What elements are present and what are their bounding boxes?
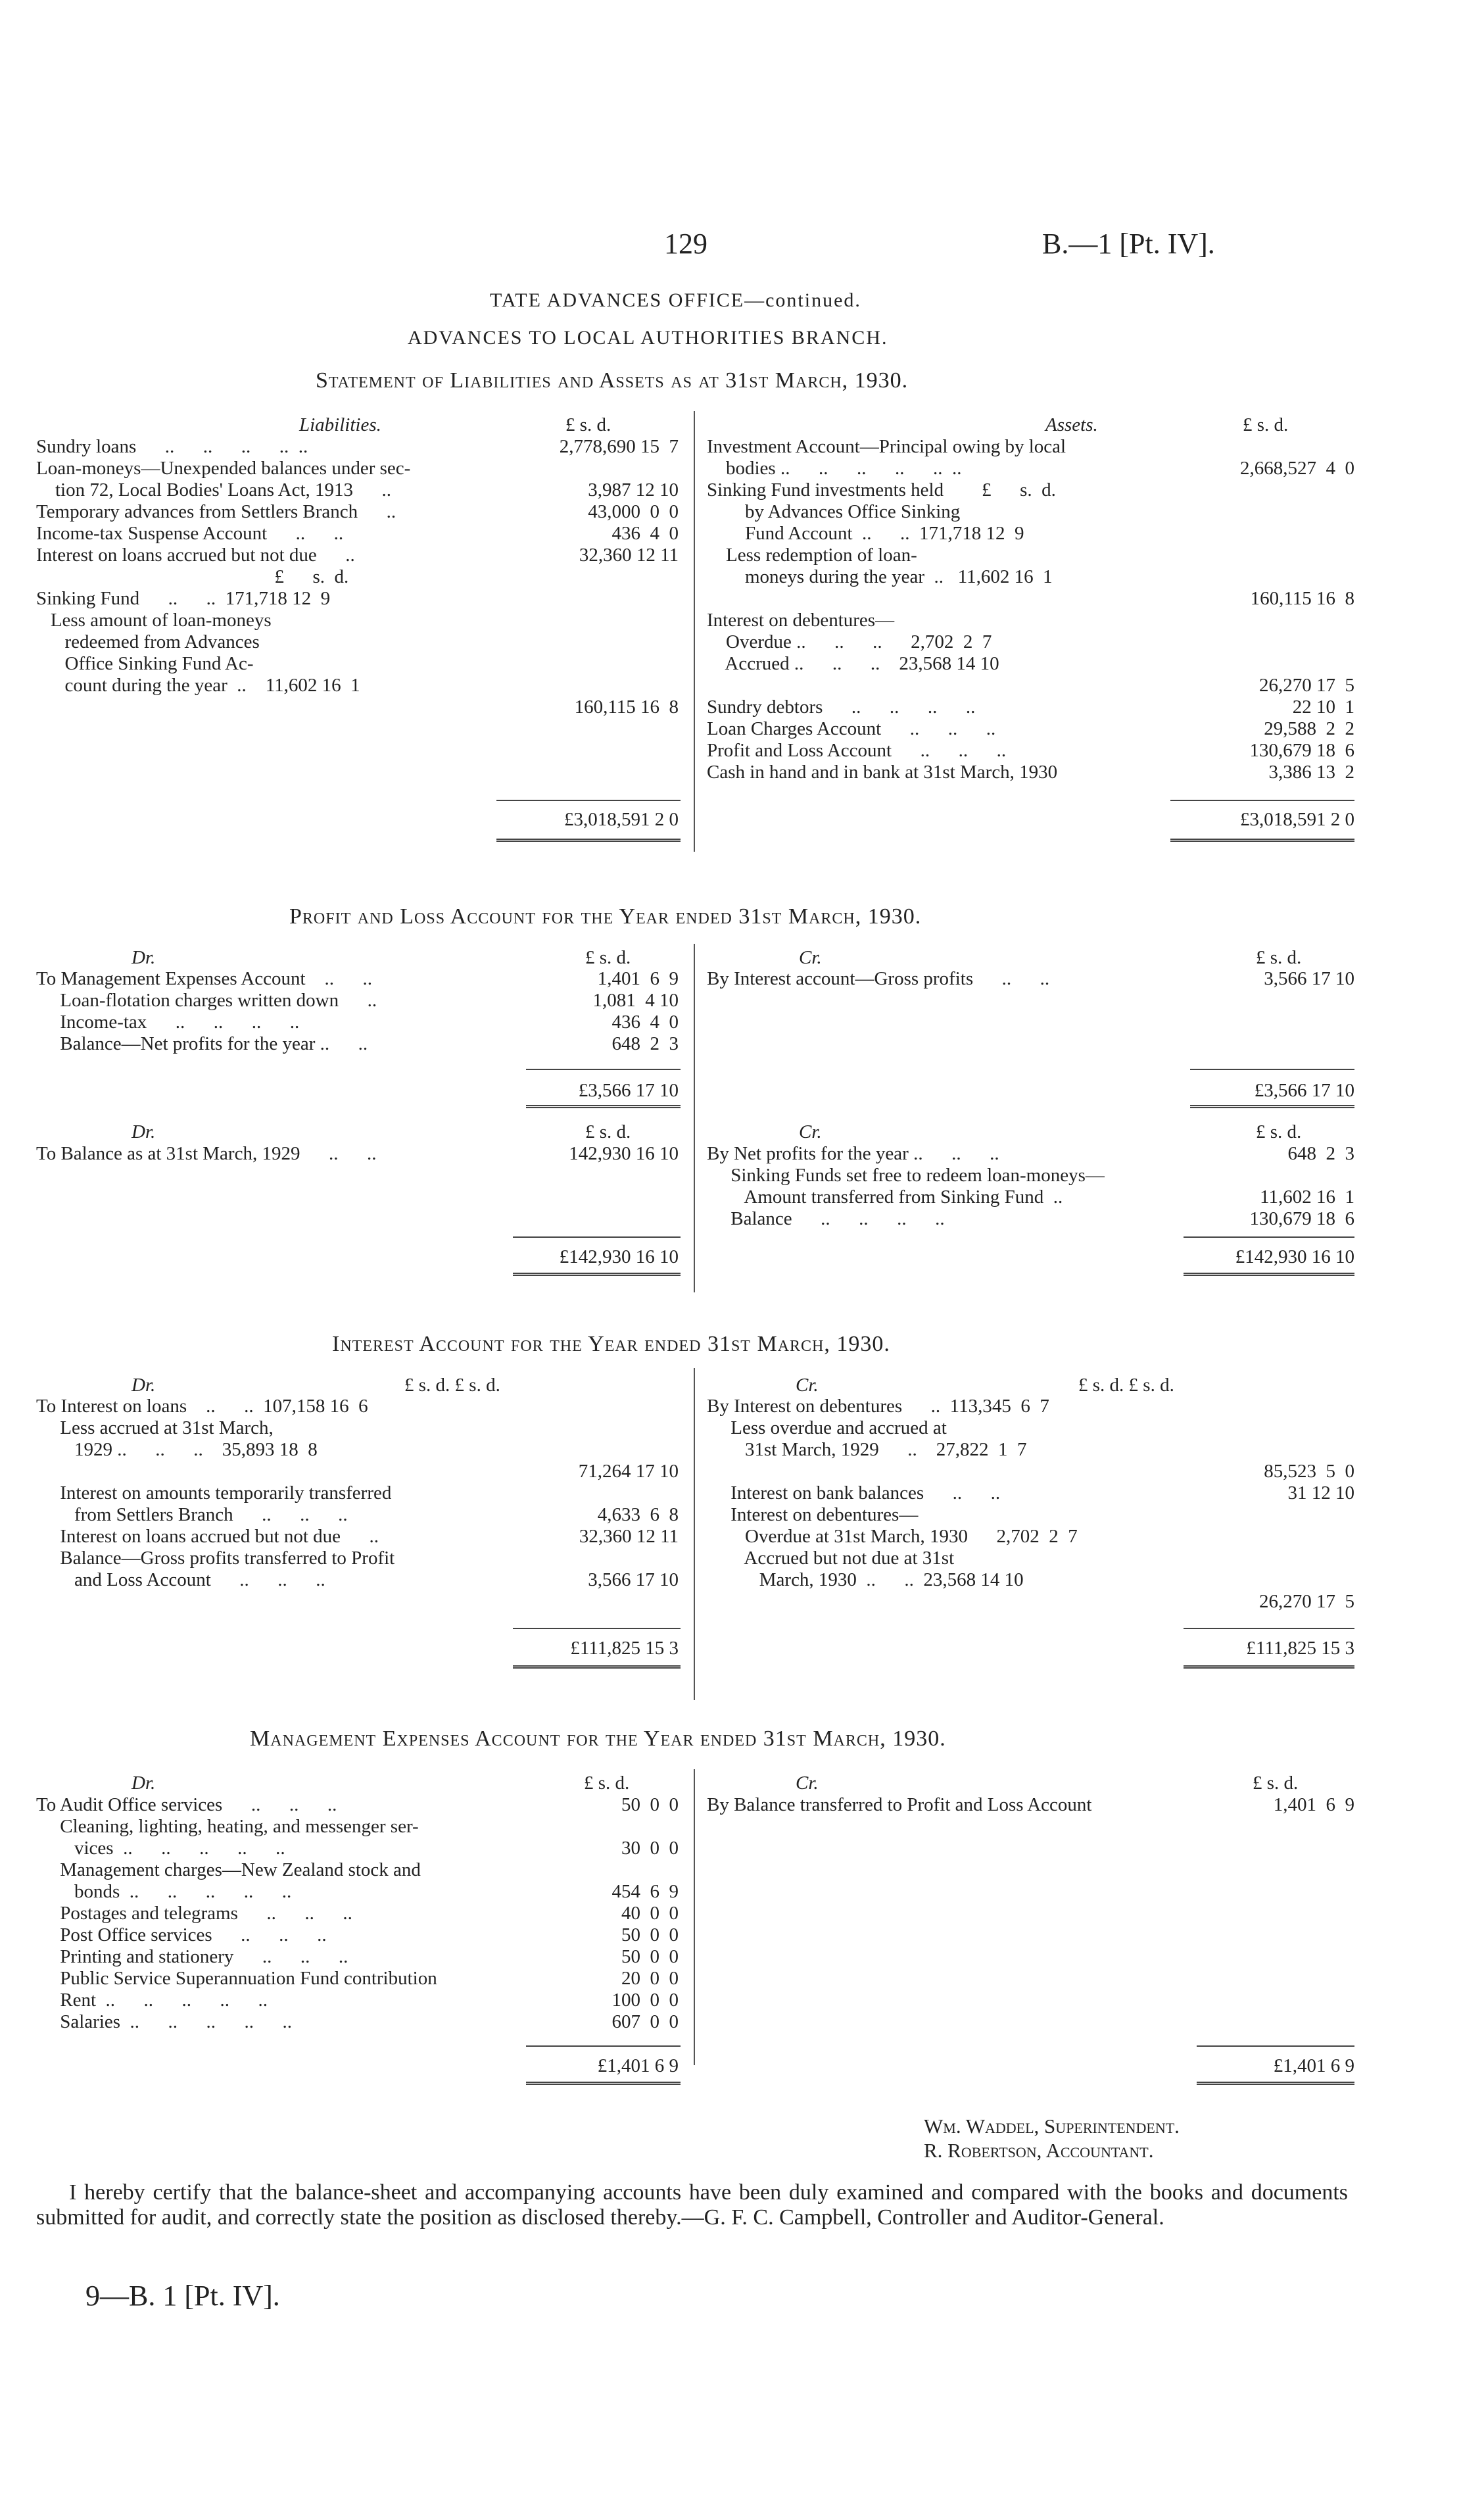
pl2-dr-columns: £ s. d. [585, 1121, 631, 1142]
ledger-entry-amount: 1,081 4 10 [592, 990, 679, 1011]
ledger-entry-amount: 26,270 17 5 [1259, 1591, 1354, 1612]
audit-certificate: I hereby certify that the balance-sheet and accompanying accounts have been duly examined and compared with the books and documents submitted for audit, and correctly state the position as disclosed thereby.—G. F. C. Campbell, Controller and Auditor-General. [36, 2180, 1348, 2230]
ledger-entry-text: To Balance as at 31st March, 1929 .. .. [36, 1143, 377, 1164]
ledger-entry-amount: 130,679 18 6 [1249, 740, 1354, 761]
ledger-entry-text: Accrued but not due at 31st [707, 1548, 955, 1569]
pl2-dr-header: Dr. [132, 1121, 156, 1142]
ledger-entry-text: bonds .. .. .. .. .. [36, 1881, 292, 1902]
ledger-entry-amount: 22 10 1 [1292, 697, 1354, 718]
double-rule [496, 839, 681, 842]
profit-loss-title: Profit and Loss Account for the Year ended 31st March, 1930. [289, 904, 922, 929]
int-dr-header: Dr. [132, 1375, 156, 1396]
ledger-entry-amount: 3,386 13 2 [1268, 762, 1354, 783]
double-rule [1190, 1105, 1354, 1108]
mgmt-dr-header: Dr. [132, 1773, 156, 1794]
double-rule [1184, 1273, 1354, 1276]
ledger-entry-text: Balance—Gross profits transferred to Profit [36, 1548, 395, 1569]
int-cr-header: Cr. [796, 1375, 819, 1396]
ledger-entry-amount: 454 6 9 [611, 1881, 679, 1902]
ledger-entry-amount: 43,000 0 0 [588, 501, 679, 522]
liabilities-header: Liabilities. [299, 414, 381, 435]
rule [1184, 1628, 1354, 1629]
ledger-entry-amount: 11,602 16 1 [1260, 1186, 1354, 1208]
branch-title: ADVANCES TO LOCAL AUTHORITIES BRANCH. [408, 327, 888, 349]
ledger-entry-text: bodies .. .. .. .. .. .. [707, 458, 962, 479]
ledger-entry-amount: 3,566 17 10 [1264, 968, 1354, 989]
ledger-entry-text: Rent .. .. .. .. .. [36, 1990, 268, 2011]
column-divider [694, 944, 695, 1292]
rule [1197, 2045, 1354, 2047]
rule [513, 1628, 681, 1629]
ledger-entry-amount: 50 0 0 [621, 1924, 679, 1945]
page-number: 129 [664, 228, 707, 260]
ledger-entry-text: 1929 .. .. .. 35,893 18 8 [36, 1439, 318, 1460]
ledger-entry-text: vices .. .. .. .. .. [36, 1838, 285, 1859]
ledger-entry-text: By Balance transferred to Profit and Loss Account [707, 1794, 1092, 1815]
assets-total: £3,018,591 2 0 [1240, 809, 1354, 830]
ledger-entry-text: Interest on loans accrued but not due .. [36, 545, 355, 566]
document-reference: B.—1 [Pt. IV]. [1042, 228, 1215, 260]
ledger-entry-amount: 2,668,527 4 0 [1240, 458, 1354, 479]
assets-header: Assets. [1045, 414, 1098, 435]
pl-dr-columns: £ s. d. [585, 947, 631, 968]
rule [526, 1069, 681, 1070]
ledger-entry-amount: 160,115 16 8 [574, 697, 679, 718]
ledger-entry-text: 31st March, 1929 .. 27,822 1 7 [707, 1439, 1027, 1460]
ledger-entry-text: Income-tax Suspense Account .. .. [36, 523, 344, 544]
ledger-entry-amount: 32,360 12 11 [579, 1526, 679, 1547]
rule [1170, 800, 1354, 801]
ledger-entry-amount: 3,987 12 10 [588, 479, 679, 501]
ledger-entry-text: Overdue at 31st March, 1930 2,702 2 7 [707, 1526, 1078, 1547]
footer-reference: 9—B. 1 [Pt. IV]. [85, 2280, 280, 2312]
ledger-entry-text: Sundry loans .. .. .. .. .. [36, 436, 308, 457]
rule [496, 800, 681, 801]
ledger-entry-text: tion 72, Local Bodies' Loans Act, 1913 .. [36, 479, 392, 501]
pl2-cr-total: £142,930 16 10 [1235, 1246, 1354, 1267]
rule [526, 2045, 681, 2047]
ledger-entry-text: Overdue .. .. .. 2,702 2 7 [707, 631, 992, 652]
ledger-entry-text: redeemed from Advances [36, 631, 260, 652]
double-rule [513, 1273, 681, 1276]
ledger-entry-amount: 71,264 17 10 [578, 1461, 679, 1482]
mgmt-dr-total: £1,401 6 9 [597, 2055, 679, 2076]
rule [1184, 1236, 1354, 1238]
ledger-entry-text: By Net profits for the year .. .. .. [707, 1143, 999, 1164]
ledger-entry-amount: 32,360 12 11 [579, 545, 679, 566]
ledger-entry-amount: 607 0 0 [611, 2011, 679, 2032]
ledger-entry-text: Loan-flotation charges written down .. [36, 990, 377, 1011]
ledger-entry-text: By Interest account—Gross profits .. .. [707, 968, 1050, 989]
ledger-entry-text: Post Office services .. .. .. [36, 1924, 327, 1945]
pl-dr-header: Dr. [132, 947, 156, 968]
liabilities-total: £3,018,591 2 0 [564, 809, 679, 830]
pl-cr-header: Cr. [799, 947, 822, 968]
ledger-entry-amount: 648 2 3 [611, 1033, 679, 1054]
ledger-entry-text: Cleaning, lighting, heating, and messenger ser- [36, 1816, 419, 1837]
ledger-entry-text: Less accrued at 31st March, [36, 1417, 274, 1438]
ledger-entry-text: Postages and telegrams .. .. .. [36, 1903, 352, 1924]
ledger-entry-text: Office Sinking Fund Ac- [36, 653, 254, 674]
assets-columns: £ s. d. [1243, 414, 1289, 435]
ledger-entry-text: Salaries .. .. .. .. .. [36, 2011, 293, 2032]
double-rule [526, 2082, 681, 2085]
ledger-entry-text: By Interest on debentures .. 113,345 6 7 [707, 1396, 1049, 1417]
ledger-entry-amount: 1,401 6 9 [597, 968, 679, 989]
ledger-entry-text: Balance .. .. .. .. [707, 1208, 945, 1229]
ledger-entry-text: Fund Account .. .. 171,718 12 9 [707, 523, 1024, 544]
ledger-entry-text: £ s. d. [36, 566, 349, 587]
ledger-entry-amount: 50 0 0 [621, 1946, 679, 1967]
ledger-entry-text: To Audit Office services .. .. .. [36, 1794, 337, 1815]
ledger-entry-text: count during the year .. 11,602 16 1 [36, 675, 360, 696]
rule [1190, 1069, 1354, 1070]
double-rule [526, 1105, 681, 1108]
ledger-entry-text: Printing and stationery .. .. .. [36, 1946, 348, 1967]
ledger-entry-amount: 100 0 0 [611, 1990, 679, 2011]
ledger-entry-text: To Management Expenses Account .. .. [36, 968, 372, 989]
double-rule [1197, 2082, 1354, 2085]
pl2-cr-columns: £ s. d. [1256, 1121, 1302, 1142]
ledger-entry-text: Public Service Superannuation Fund contribution [36, 1968, 437, 1989]
ledger-entry-text: To Interest on loans .. .. 107,158 16 6 [36, 1396, 368, 1417]
office-title: TATE ADVANCES OFFICE—continued. [490, 289, 861, 311]
ledger-entry-text: Sundry debtors .. .. .. .. [707, 697, 976, 718]
ledger-entry-text: Interest on bank balances .. .. [707, 1482, 1001, 1504]
mgmt-cr-total: £1,401 6 9 [1273, 2055, 1354, 2076]
pl-cr-columns: £ s. d. [1256, 947, 1302, 968]
mgmt-cr-columns: £ s. d. [1253, 1773, 1299, 1794]
ledger-entry-text: Sinking Funds set free to redeem loan-moneys— [707, 1165, 1105, 1186]
ledger-entry-amount: 160,115 16 8 [1250, 588, 1354, 609]
accountant-signature: R. Robertson, Accountant. [924, 2139, 1154, 2162]
rule [513, 1236, 681, 1238]
superintendent-signature: Wm. Waddel, Superintendent. [924, 2115, 1180, 2138]
double-rule [1184, 1665, 1354, 1669]
ledger-entry-text: Interest on loans accrued but not due .. [36, 1526, 379, 1547]
int-dr-total: £111,825 15 3 [570, 1638, 679, 1659]
management-title: Management Expenses Account for the Year ended 31st March, 1930. [250, 1726, 946, 1751]
ledger-entry-text: Interest on debentures— [707, 1504, 919, 1525]
ledger-entry-amount: 142,930 16 10 [569, 1143, 679, 1164]
liabilities-columns: £ s. d. [565, 414, 611, 435]
ledger-entry-text: Less redemption of loan- [707, 545, 917, 566]
ledger-entry-amount: 50 0 0 [621, 1794, 679, 1815]
ledger-entry-text: Accrued .. .. .. 23,568 14 10 [707, 653, 999, 674]
ledger-entry-text: Cash in hand and in bank at 31st March, 1930 [707, 762, 1058, 783]
ledger-entry-text: Interest on debentures— [707, 610, 895, 631]
column-divider [694, 1769, 695, 2065]
ledger-entry-text: Sinking Fund investments held £ s. d. [707, 479, 1056, 501]
pl2-cr-header: Cr. [799, 1121, 822, 1142]
pl-dr-total: £3,566 17 10 [578, 1080, 679, 1101]
int-cr-total: £111,825 15 3 [1246, 1638, 1354, 1659]
int-cr-columns: £ s. d. £ s. d. [1078, 1375, 1174, 1396]
ledger-entry-text: and Loss Account .. .. .. [36, 1569, 325, 1590]
interest-title: Interest Account for the Year ended 31st March, 1930. [332, 1332, 890, 1356]
ledger-entry-text: Management charges—New Zealand stock and [36, 1859, 421, 1880]
ledger-entry-text: Loan Charges Account .. .. .. [707, 718, 996, 739]
pl-cr-total: £3,566 17 10 [1254, 1080, 1354, 1101]
ledger-entry-amount: 31 12 10 [1287, 1482, 1354, 1504]
ledger-entry-text: Sinking Fund .. .. 171,718 12 9 [36, 588, 331, 609]
ledger-entry-amount: 29,588 2 2 [1264, 718, 1354, 739]
ledger-entry-amount: 85,523 5 0 [1264, 1461, 1354, 1482]
ledger-entry-text: Amount transferred from Sinking Fund .. [707, 1186, 1063, 1208]
ledger-entry-text: Loan-moneys—Unexpended balances under sec- [36, 458, 411, 479]
ledger-entry-amount: 30 0 0 [621, 1838, 679, 1859]
ledger-entry-text: Temporary advances from Settlers Branch .. [36, 501, 396, 522]
ledger-entry-amount: 4,633 6 8 [597, 1504, 679, 1525]
ledger-entry-amount: 3,566 17 10 [588, 1569, 679, 1590]
double-rule [1170, 839, 1354, 842]
mgmt-cr-header: Cr. [796, 1773, 819, 1794]
int-dr-columns: £ s. d. £ s. d. [404, 1375, 500, 1396]
ledger-entry-text: Balance—Net profits for the year .. .. [36, 1033, 368, 1054]
ledger-entry-amount: 20 0 0 [621, 1968, 679, 1989]
column-divider [694, 1368, 695, 1700]
mgmt-dr-columns: £ s. d. [584, 1773, 630, 1794]
ledger-entry-amount: 436 4 0 [611, 523, 679, 544]
ledger-entry-text: by Advances Office Sinking [707, 501, 961, 522]
ledger-entry-text: March, 1930 .. .. 23,568 14 10 [707, 1569, 1024, 1590]
ledger-entry-text: moneys during the year .. 11,602 16 1 [707, 566, 1053, 587]
ledger-entry-amount: 1,401 6 9 [1273, 1794, 1354, 1815]
ledger-entry-text: Interest on amounts temporarily transferred [36, 1482, 392, 1504]
column-divider [694, 411, 695, 852]
ledger-entry-text: Investment Account—Principal owing by local [707, 436, 1066, 457]
ledger-entry-text: Income-tax .. .. .. .. [36, 1012, 300, 1033]
ledger-entry-amount: 130,679 18 6 [1249, 1208, 1354, 1229]
double-rule [513, 1665, 681, 1669]
ledger-entry-amount: 436 4 0 [611, 1012, 679, 1033]
ledger-entry-text: Profit and Loss Account .. .. .. [707, 740, 1007, 761]
ledger-entry-amount: 2,778,690 15 7 [559, 436, 679, 457]
ledger-entry-text: Less overdue and accrued at [707, 1417, 947, 1438]
ledger-entry-text: Less amount of loan-moneys [36, 610, 272, 631]
pl2-dr-total: £142,930 16 10 [559, 1246, 679, 1267]
ledger-entry-amount: 40 0 0 [621, 1903, 679, 1924]
ledger-entry-amount: 648 2 3 [1287, 1143, 1354, 1164]
ledger-entry-text: from Settlers Branch .. .. .. [36, 1504, 348, 1525]
ledger-entry-amount: 26,270 17 5 [1259, 675, 1354, 696]
statement-title: Statement of Liabilities and Assets as at 31st March, 1930. [316, 368, 909, 393]
